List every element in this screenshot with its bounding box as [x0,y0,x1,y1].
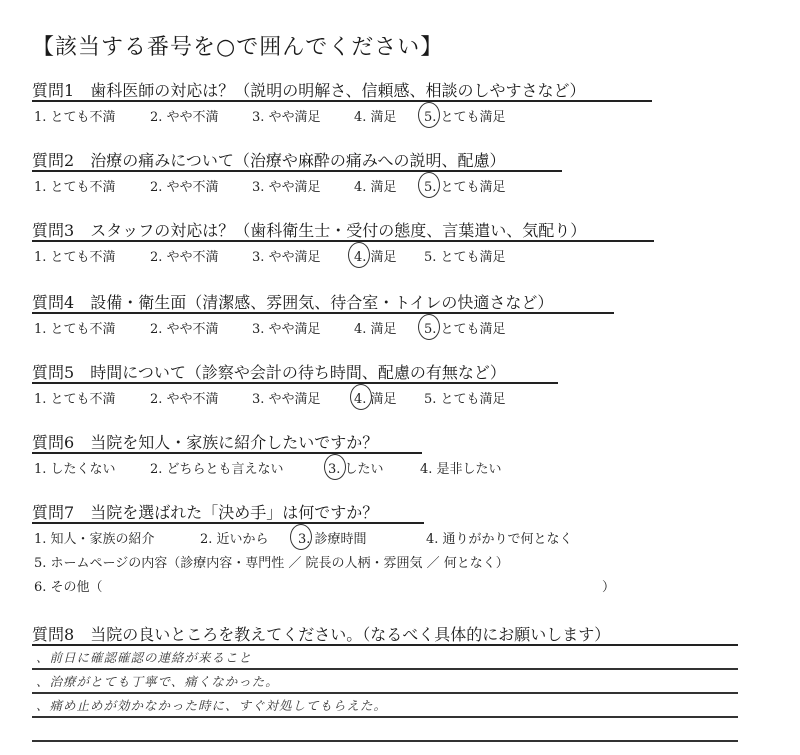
question-number: 質問5 [32,363,75,382]
option-2[interactable]: 2. やや不満 [150,392,219,407]
selection-circle [348,242,370,268]
option-6-other[interactable]: 6. その他（ [34,580,103,595]
option-1[interactable]: 1. とても不満 [34,110,116,125]
option-2[interactable]: 2. やや不満 [150,322,219,337]
question-underline [32,240,654,242]
option-4[interactable]: 4. 満足 [354,392,397,407]
question-number: 質問7 [32,503,75,522]
option-2[interactable]: 2. どちらとも言えない [150,462,284,477]
question-4 [32,290,553,313]
question-underline [32,170,562,172]
writing-line [32,716,738,718]
option-4[interactable]: 4. 満足 [354,180,397,195]
question-text: 時間について（診察や会計の待ち時間、配慮の有無など） [90,363,506,382]
selection-circle [290,524,312,550]
selection-circle [350,384,372,410]
option-5[interactable]: 5. とても満足 [424,322,506,337]
option-6-close: ） [602,580,616,595]
question-8 [32,622,610,645]
selection-circle [418,172,440,198]
question-number: 質問2 [32,151,75,170]
question-text: 歯科医師の対応は？（説明の明解さ、信頼感、相談のしやすさなど） [90,81,586,100]
option-3[interactable]: 3. やや満足 [252,180,321,195]
question-underline [32,100,652,102]
question-text: 当院の良いところを教えてください。（なるべく具体的にお願いします） [90,625,611,644]
option-2[interactable]: 2. やや不満 [150,110,219,125]
option-1[interactable]: 1. とても不満 [34,250,116,265]
option-3[interactable]: 3. やや満足 [252,392,321,407]
question-text: 設備・衛生面（清潔感、雰囲気、待合室・トイレの快適さなど） [90,293,554,312]
question-number: 質問3 [32,221,75,240]
option-1[interactable]: 1. とても不満 [34,322,116,337]
option-1[interactable]: 1. 知人・家族の紹介 [34,532,155,547]
option-1[interactable]: 1. とても不満 [34,180,116,195]
option-3[interactable]: 3. したい [328,462,384,477]
question-text: スタッフの対応は？（歯科衛生士・受付の態度、言葉遣い、気配り） [90,221,587,240]
answer-line-2: 、治療がとても丁寧で、痛くなかった。 [36,674,279,689]
answer-line-1: 、前日に確認確認の連絡が来ること [36,650,253,665]
question-2 [32,148,506,171]
question-number: 質問4 [32,293,75,312]
question-5 [32,360,506,383]
option-4[interactable]: 4. 是非したい [420,462,502,477]
question-text: 治療の痛みについて（治療や麻酔の痛みへの説明、配慮） [90,151,506,170]
question-6 [32,430,378,453]
question-3 [32,218,586,241]
option-5[interactable]: 5. とても満足 [424,180,506,195]
option-1[interactable]: 1. したくない [34,462,116,477]
question-number: 質問8 [32,625,75,644]
option-4[interactable]: 4. 通りがかりで何となく [426,532,573,547]
question-underline [32,522,424,524]
page-title: 【該当する番号を○で囲んでください】 [32,35,444,60]
option-3[interactable]: 3. やや満足 [252,250,321,265]
option-2[interactable]: 2. 近いから [200,532,269,547]
writing-line [32,668,738,670]
option-5[interactable]: 5. とても満足 [424,392,506,407]
option-3[interactable]: 3. 診療時間 [298,532,367,547]
question-underline [32,382,558,384]
question-underline [32,452,422,454]
question-7 [32,500,378,523]
question-number: 質問1 [32,81,75,100]
question-1 [32,78,586,101]
selection-circle [418,102,440,128]
option-4[interactable]: 4. 満足 [354,322,397,337]
question-text: 当院を選ばれた「決め手」は何ですか？ [90,503,379,522]
selection-circle [324,454,346,480]
question-number: 質問6 [32,433,75,452]
selection-circle [418,314,440,340]
option-5[interactable]: 5. とても満足 [424,110,506,125]
option-2[interactable]: 2. やや不満 [150,250,219,265]
answer-line-3: 、痛め止めが効かなかった時に、すぐ対処してもらえた。 [36,698,388,713]
option-3[interactable]: 3. やや満足 [252,110,321,125]
options-q7-line2[interactable]: 5. ホームページの内容（診療内容・専門性 ／ 院長の人柄・雰囲気 ／ 何となく） [34,556,509,571]
options-q7-line3 [34,576,616,595]
option-2[interactable]: 2. やや不満 [150,180,219,195]
question-underline [32,644,738,646]
question-text: 当院を知人・家族に紹介したいですか？ [90,433,379,452]
option-1[interactable]: 1. とても不満 [34,392,116,407]
writing-line [32,692,738,694]
option-5[interactable]: 5. とても満足 [424,250,506,265]
option-4[interactable]: 4. 満足 [354,110,397,125]
question-underline [32,312,614,314]
writing-line [32,740,738,742]
option-3[interactable]: 3. やや満足 [252,322,321,337]
option-4[interactable]: 4. 満足 [354,250,397,265]
